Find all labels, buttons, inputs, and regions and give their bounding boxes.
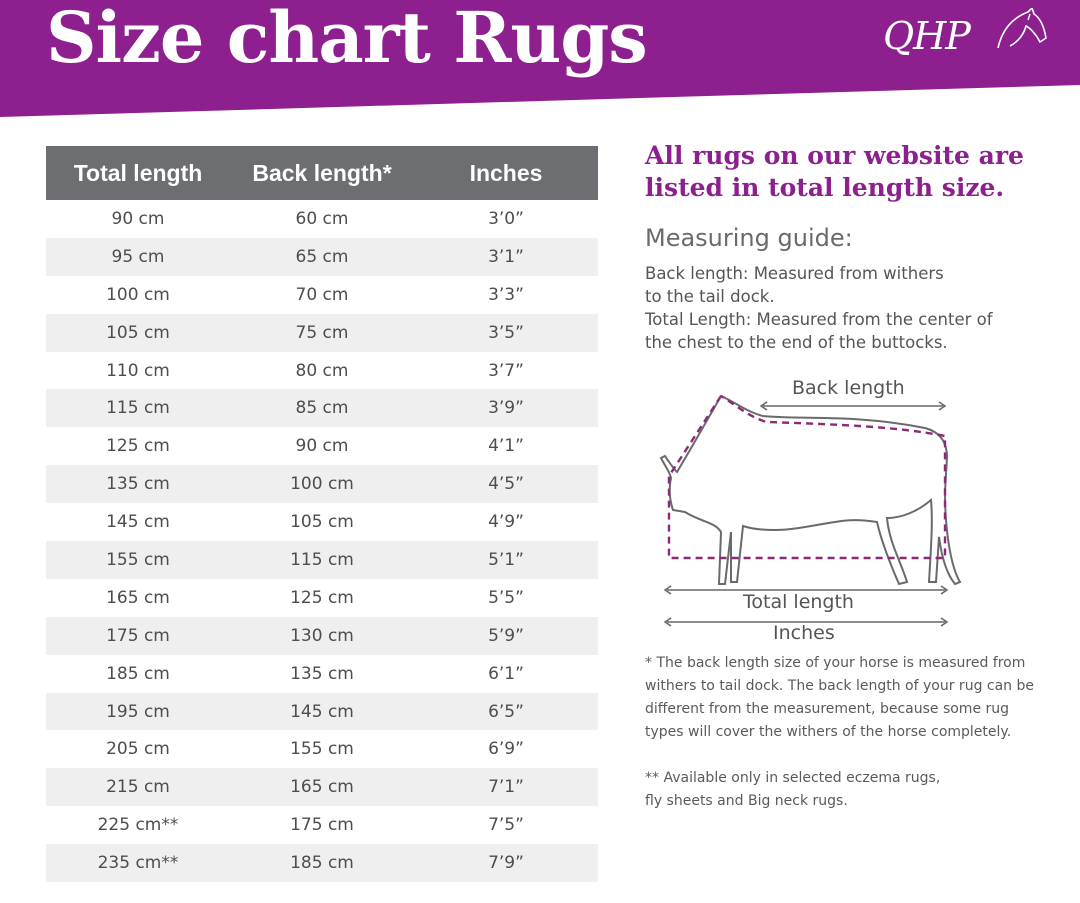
- cell-total-length: 195 cm: [106, 701, 170, 722]
- cell-back-length: 175 cm: [290, 815, 354, 836]
- cell-inches: 7’9”: [488, 853, 524, 874]
- guide-line: Total Length: Measured from the center of: [645, 310, 993, 329]
- table-row: [46, 314, 598, 352]
- cell-back-length: 125 cm: [290, 587, 354, 608]
- measuring-guide-title: Measuring guide:: [645, 224, 853, 252]
- table-row: [46, 730, 598, 768]
- cell-inches: 3’3”: [488, 284, 524, 305]
- back-length-label: Back length: [792, 377, 905, 399]
- table-row: [46, 541, 598, 579]
- cell-back-length: 85 cm: [295, 398, 349, 419]
- cell-back-length: 135 cm: [290, 663, 354, 684]
- table-row: [46, 200, 598, 238]
- cell-inches: 5’5”: [488, 587, 524, 608]
- table-row: [46, 579, 598, 617]
- table-row: [46, 389, 598, 427]
- cell-total-length: 90 cm: [111, 208, 165, 229]
- page-title: Size chart Rugs: [46, 0, 647, 79]
- table-row: [46, 806, 598, 844]
- size-table: [46, 146, 598, 882]
- header-total-length: Total length: [73, 159, 203, 186]
- guide-line: to the tail dock.: [645, 287, 775, 306]
- footnote-line: withers to tail dock. The back length of your rug can be: [645, 678, 1034, 694]
- cell-total-length: 110 cm: [106, 360, 170, 381]
- headline-line: All rugs on our website are: [645, 141, 1024, 170]
- table-row: [46, 427, 598, 465]
- table-header: [46, 146, 598, 200]
- cell-back-length: 90 cm: [295, 436, 349, 457]
- cell-back-length: 100 cm: [290, 474, 354, 495]
- table-row: [46, 768, 598, 806]
- cell-back-length: 185 cm: [290, 853, 354, 874]
- cell-total-length: 100 cm: [106, 284, 170, 305]
- cell-inches: 3’5”: [488, 322, 524, 343]
- cell-total-length: 185 cm: [106, 663, 170, 684]
- cell-total-length: 125 cm: [106, 436, 170, 457]
- table-row: [46, 465, 598, 503]
- footnote-line: types will cover the withers of the horse completely.: [645, 724, 1012, 740]
- table-row: [46, 276, 598, 314]
- cell-inches: 3’7”: [488, 360, 524, 381]
- cell-inches: 3’1”: [488, 246, 524, 267]
- cell-inches: 5’9”: [488, 625, 524, 646]
- measuring-guide-text: [645, 262, 1045, 354]
- cell-total-length: 225 cm**: [97, 815, 179, 836]
- cell-back-length: 65 cm: [295, 246, 349, 267]
- table-row: [46, 693, 598, 731]
- footnote-line: * The back length size of your horse is measured from: [645, 655, 1026, 671]
- table-row: [46, 655, 598, 693]
- guide-line: the chest to the end of the buttocks.: [645, 333, 948, 352]
- cell-total-length: 145 cm: [106, 512, 170, 533]
- headline-line: listed in total length size.: [645, 173, 1005, 202]
- cell-total-length: 205 cm: [106, 739, 170, 760]
- cell-back-length: 70 cm: [295, 284, 349, 305]
- footnote-back-length: [645, 652, 1055, 744]
- cell-total-length: 115 cm: [106, 398, 170, 419]
- cell-back-length: 60 cm: [295, 208, 349, 229]
- footnote-line: different from the measurement, because some rug: [645, 701, 1010, 717]
- table-row: [46, 238, 598, 276]
- footnote-availability: [645, 767, 1055, 813]
- cell-back-length: 130 cm: [290, 625, 354, 646]
- table-row: [46, 352, 598, 390]
- cell-inches: 4’5”: [488, 474, 524, 495]
- cell-inches: 6’5”: [488, 701, 524, 722]
- rug-dotted-outline: [669, 396, 945, 558]
- cell-inches: 4’9”: [488, 512, 524, 533]
- cell-inches: 6’1”: [488, 663, 524, 684]
- cell-back-length: 105 cm: [290, 512, 354, 533]
- cell-back-length: 165 cm: [290, 777, 354, 798]
- cell-inches: 7’5”: [488, 815, 524, 836]
- cell-inches: 4’1”: [488, 436, 524, 457]
- cell-back-length: 145 cm: [290, 701, 354, 722]
- guide-line: Back length: Measured from withers: [645, 264, 944, 283]
- inches-label: Inches: [773, 622, 835, 644]
- cell-inches: 5’1”: [488, 549, 524, 570]
- cell-inches: 6’9”: [488, 739, 524, 760]
- cell-total-length: 95 cm: [111, 246, 165, 267]
- cell-total-length: 155 cm: [106, 549, 170, 570]
- table-row: [46, 844, 598, 882]
- footnote-line: ** Available only in selected eczema rugs,: [645, 770, 941, 786]
- logo-text: QHP: [883, 14, 970, 58]
- header-back-length: Back length*: [252, 159, 392, 186]
- header-inches: Inches: [469, 159, 543, 186]
- table-row: [46, 617, 598, 655]
- cell-inches: 7’1”: [488, 777, 524, 798]
- headline: [645, 140, 1065, 204]
- cell-inches: 3’9”: [488, 398, 524, 419]
- cell-back-length: 155 cm: [290, 739, 354, 760]
- cell-back-length: 80 cm: [295, 360, 349, 381]
- table-row: [46, 503, 598, 541]
- cell-total-length: 105 cm: [106, 322, 170, 343]
- horse-measuring-diagram: [655, 372, 965, 652]
- total-length-label: Total length: [743, 591, 854, 613]
- cell-back-length: 115 cm: [290, 549, 354, 570]
- cell-total-length: 215 cm: [106, 777, 170, 798]
- cell-total-length: 235 cm**: [97, 853, 179, 874]
- cell-total-length: 165 cm: [106, 587, 170, 608]
- cell-back-length: 75 cm: [295, 322, 349, 343]
- cell-inches: 3’0”: [488, 208, 524, 229]
- cell-total-length: 175 cm: [106, 625, 170, 646]
- cell-total-length: 135 cm: [106, 474, 170, 495]
- footnote-line: fly sheets and Big neck rugs.: [645, 793, 848, 809]
